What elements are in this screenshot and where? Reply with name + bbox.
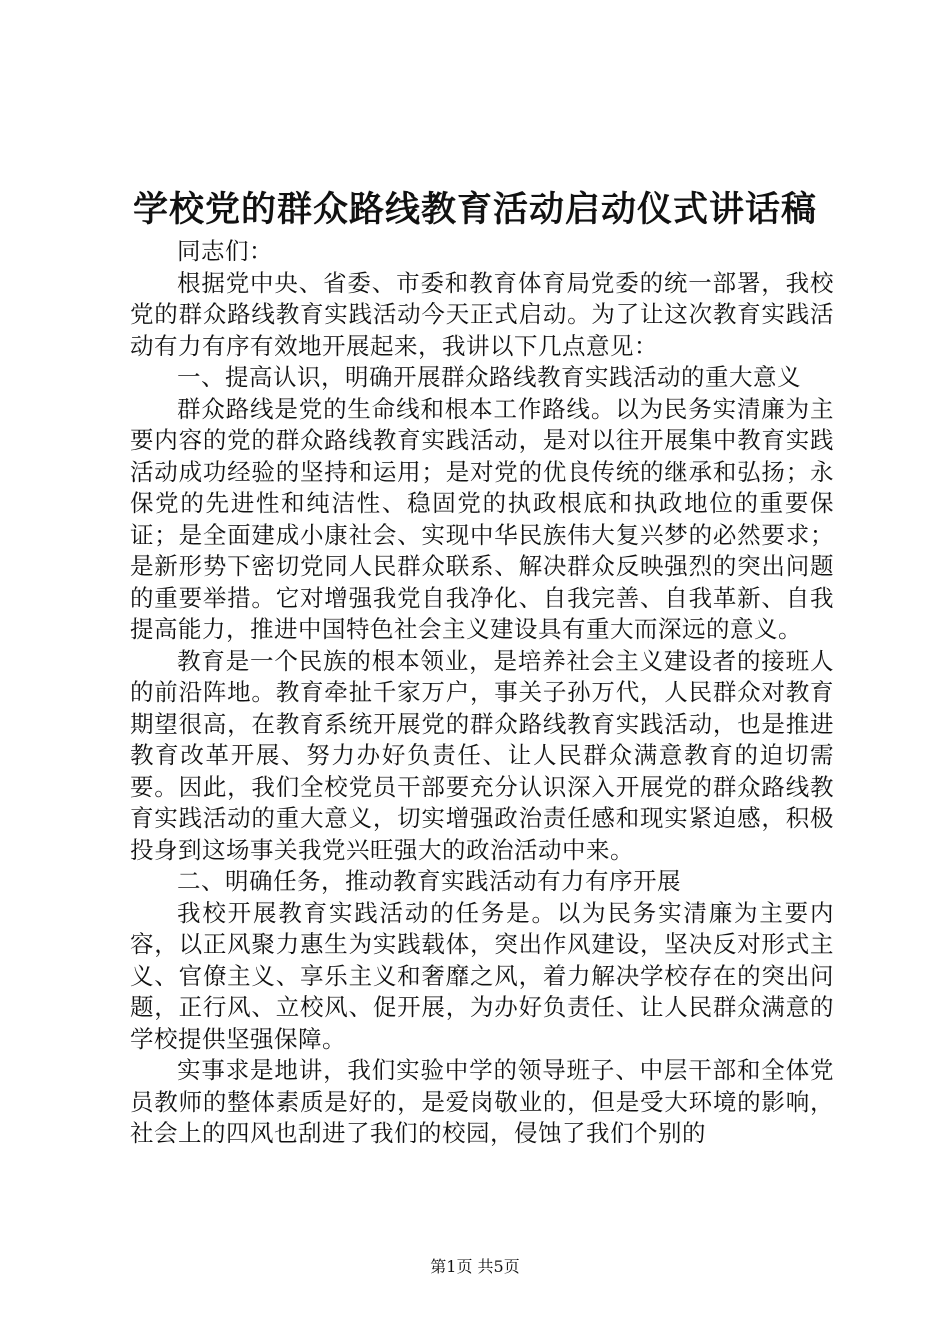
greeting: 同志们： — [177, 237, 273, 265]
body-paragraph: 教育是一个民族的根本领业，是培养社会主义建设者的接班人的前沿阵地。教育牵扯千家万户，事关子孙万代，人民群众对教育期望很高，在教育系统开展党的群众路线教育实践活动，也是推进教育改革开展、努力办好负责任、让人民群众满意教育的迫切需要。因此，我们全校党员干部要充分认识深入开展党的群众路线教育实践活动的重大意义，切实增强政治责任感和现实紧迫感，积极投身到这场事关我党兴旺强大的政治活动中来。 — [130, 646, 834, 864]
section-heading-2: 二、明确任务，推动教育实践活动有力有序开展 — [177, 867, 681, 895]
document-body — [130, 236, 834, 1150]
document-title: 学校党的群众路线教育活动启动仪式讲话稿 — [132, 189, 817, 230]
body-paragraph: 群众路线是党的生命线和根本工作路线。以为民务实清廉为主要内容的党的群众路线教育实践活动，是对以往开展集中教育实践活动成功经验的坚持和运用；是对党的优良传统的继承和弘扬；永保党的先进性和纯洁性、稳固党的执政根底和执政地位的重要保证；是全面建成小康社会、实现中华民族伟大复兴梦的必然要求；是新形势下密切党同人民群众联系、解决群众反映强烈的突出问题的重要举措。它对增强我党自我净化、自我完善、自我革新、自我提高能力，推进中国特色社会主义建设具有重大而深远的意义。 — [130, 394, 834, 643]
intro-paragraph: 根据党中央、省委、市委和教育体育局党委的统一部署，我校党的群众路线教育实践活动今天正式启动。为了让这次教育实践活动有力有序有效地开展起来，我讲以下几点意见： — [130, 268, 834, 360]
page-number-footer: 第1页 共5页 — [430, 1257, 520, 1276]
section-heading-1: 一、提高认识，明确开展群众路线教育实践活动的重大意义 — [177, 363, 801, 391]
body-paragraph: 实事求是地讲，我们实验中学的领导班子、中层干部和全体党员教师的整体素质是好的，是爱岗敬业的，但是受大环境的影响，社会上的四风也刮进了我们的校园，侵蚀了我们个别的 — [130, 1056, 834, 1147]
body-paragraph: 我校开展教育实践活动的任务是。以为民务实清廉为主要内容，以正风聚力惠生为实践载体，突出作风建设，坚决反对形式主义、官僚主义、享乐主义和奢靡之风，着力解决学校存在的突出问题，正行风、立校风、促开展，为办好负责任、让人民群众满意的学校提供坚强保障。 — [130, 898, 834, 1053]
